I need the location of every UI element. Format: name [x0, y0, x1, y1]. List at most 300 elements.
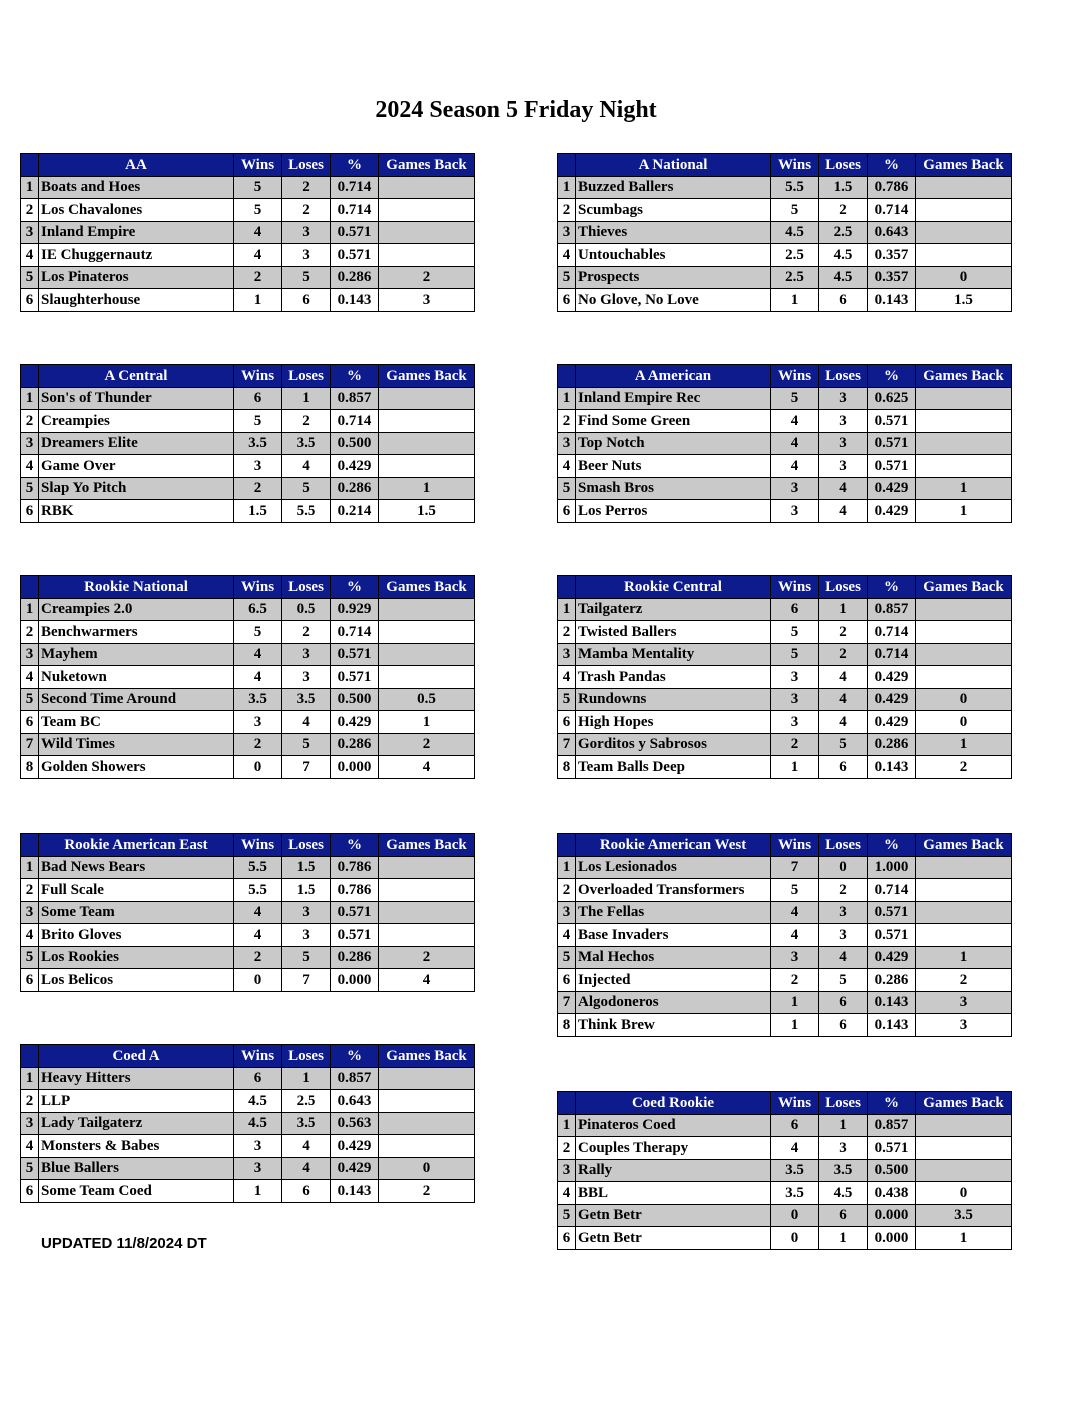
wins-cell: 5.5: [771, 176, 819, 199]
header-rank-cell: [21, 834, 39, 857]
team-name: RBK: [39, 500, 234, 523]
division-header-row: [558, 154, 1012, 177]
pct-cell: 0.714: [868, 879, 916, 902]
wins-cell: 3: [234, 711, 282, 734]
wins-cell: 6: [771, 1114, 819, 1137]
wins-cell: 4.5: [771, 221, 819, 244]
team-name: Mayhem: [39, 643, 234, 666]
games-back-cell: [916, 643, 1012, 666]
loses-cell: 1: [819, 598, 868, 621]
loses-cell: 4: [819, 500, 868, 523]
wins-cell: 3: [234, 1157, 282, 1180]
division-name: Rookie American West: [576, 834, 771, 857]
wins-cell: 5: [771, 199, 819, 222]
standings-row: [558, 1204, 1012, 1227]
team-name: Injected: [576, 969, 771, 992]
rank-cell: 1: [21, 1067, 39, 1090]
standings-row: [558, 946, 1012, 969]
team-name: Heavy Hitters: [39, 1067, 234, 1090]
standings-row: [21, 1180, 475, 1203]
pct-cell: 0.643: [868, 221, 916, 244]
rank-cell: 1: [558, 598, 576, 621]
loses-cell: 1.5: [282, 856, 331, 879]
division-name: Coed A: [39, 1045, 234, 1068]
loses-cell: 2: [819, 199, 868, 222]
standings-row: [558, 924, 1012, 947]
team-name: Smash Bros: [576, 477, 771, 500]
standings-row: [21, 666, 475, 689]
team-name: Lady Tailgaterz: [39, 1112, 234, 1135]
team-name: Wild Times: [39, 733, 234, 756]
loses-cell: 5: [819, 969, 868, 992]
division-name: A Central: [39, 365, 234, 388]
loses-header: Loses: [282, 834, 331, 857]
pct-cell: 0.857: [331, 1067, 379, 1090]
pct-header: %: [868, 154, 916, 177]
games-back-cell: 0: [916, 1182, 1012, 1205]
rank-cell: 3: [21, 432, 39, 455]
wins-cell: 2.5: [771, 266, 819, 289]
pct-cell: 0.571: [331, 666, 379, 689]
games-back-cell: [916, 410, 1012, 433]
team-name: Dreamers Elite: [39, 432, 234, 455]
loses-cell: 5.5: [282, 500, 331, 523]
wins-cell: 3: [771, 477, 819, 500]
rank-cell: 6: [21, 969, 39, 992]
loses-cell: 3: [282, 221, 331, 244]
pct-cell: 0.286: [868, 733, 916, 756]
team-name: Benchwarmers: [39, 621, 234, 644]
games-back-cell: [379, 221, 475, 244]
wins-cell: 4: [234, 643, 282, 666]
wins-cell: 5: [234, 410, 282, 433]
rank-cell: 4: [558, 924, 576, 947]
games-back-cell: [379, 432, 475, 455]
pct-cell: 0.786: [331, 856, 379, 879]
pct-header: %: [331, 834, 379, 857]
standings-row: [21, 901, 475, 924]
games-back-cell: [916, 1114, 1012, 1137]
games-back-header: Games Back: [916, 1092, 1012, 1115]
wins-cell: 0: [771, 1227, 819, 1250]
rank-cell: 3: [558, 643, 576, 666]
games-back-cell: 2: [916, 756, 1012, 779]
loses-cell: 4: [819, 946, 868, 969]
standings-row: [558, 1227, 1012, 1250]
pct-cell: 0.143: [868, 1014, 916, 1037]
rank-cell: 5: [558, 477, 576, 500]
pct-header: %: [868, 365, 916, 388]
pct-cell: 0.714: [331, 176, 379, 199]
loses-header: Loses: [819, 154, 868, 177]
loses-cell: 3: [282, 666, 331, 689]
pct-cell: 0.563: [331, 1112, 379, 1135]
team-name: Team Balls Deep: [576, 756, 771, 779]
games-back-header: Games Back: [916, 154, 1012, 177]
games-back-cell: [379, 924, 475, 947]
games-back-cell: 1: [916, 946, 1012, 969]
wins-cell: 4: [234, 924, 282, 947]
rank-cell: 2: [21, 199, 39, 222]
wins-cell: 5.5: [234, 879, 282, 902]
games-back-cell: 0.5: [379, 688, 475, 711]
team-name: Thieves: [576, 221, 771, 244]
games-back-cell: 2: [379, 266, 475, 289]
standings-row: [21, 387, 475, 410]
wins-cell: 5.5: [234, 856, 282, 879]
wins-cell: 4: [771, 432, 819, 455]
loses-cell: 4.5: [819, 1182, 868, 1205]
loses-cell: 3.5: [282, 1112, 331, 1135]
rank-cell: 4: [21, 924, 39, 947]
wins-cell: 6: [234, 1067, 282, 1090]
wins-cell: 5: [771, 621, 819, 644]
rank-cell: 3: [21, 901, 39, 924]
pct-cell: 0.571: [331, 221, 379, 244]
games-back-cell: [379, 643, 475, 666]
team-name: Los Lesionados: [576, 856, 771, 879]
pct-header: %: [868, 1092, 916, 1115]
wins-cell: 4: [771, 410, 819, 433]
wins-cell: 1: [234, 289, 282, 312]
header-rank-cell: [21, 1045, 39, 1068]
rank-cell: 5: [558, 1204, 576, 1227]
division-name: Rookie American East: [39, 834, 234, 857]
wins-cell: 3: [234, 1135, 282, 1158]
wins-cell: 3: [771, 500, 819, 523]
pct-cell: 0.143: [868, 289, 916, 312]
loses-cell: 4: [282, 455, 331, 478]
games-back-cell: [379, 176, 475, 199]
standings-row: [558, 901, 1012, 924]
games-back-header: Games Back: [379, 576, 475, 599]
games-back-cell: [379, 901, 475, 924]
rank-cell: 1: [21, 598, 39, 621]
loses-cell: 3.5: [819, 1159, 868, 1182]
loses-cell: 3: [282, 924, 331, 947]
rank-cell: 2: [21, 879, 39, 902]
pct-cell: 0.000: [868, 1204, 916, 1227]
rank-cell: 5: [558, 266, 576, 289]
pct-cell: 0.786: [868, 176, 916, 199]
loses-cell: 4: [282, 711, 331, 734]
pct-cell: 0.286: [331, 733, 379, 756]
pct-header: %: [868, 834, 916, 857]
rank-cell: 4: [21, 1135, 39, 1158]
standings-row: [558, 856, 1012, 879]
wins-cell: 0: [771, 1204, 819, 1227]
team-name: Rally: [576, 1159, 771, 1182]
loses-cell: 5: [282, 266, 331, 289]
loses-cell: 5: [819, 733, 868, 756]
standings-row: [21, 199, 475, 222]
wins-header: Wins: [771, 576, 819, 599]
wins-cell: 4: [771, 1137, 819, 1160]
rank-cell: 1: [21, 176, 39, 199]
loses-cell: 2: [282, 199, 331, 222]
header-rank-cell: [558, 1092, 576, 1115]
games-back-cell: [379, 666, 475, 689]
rank-cell: 2: [558, 199, 576, 222]
games-back-cell: [379, 879, 475, 902]
loses-cell: 6: [282, 1180, 331, 1203]
games-back-cell: 0: [916, 266, 1012, 289]
team-name: Couples Therapy: [576, 1137, 771, 1160]
loses-cell: 4: [819, 711, 868, 734]
loses-header: Loses: [819, 834, 868, 857]
wins-header: Wins: [234, 154, 282, 177]
loses-cell: 4: [282, 1157, 331, 1180]
pct-cell: 1.000: [868, 856, 916, 879]
rank-cell: 4: [558, 455, 576, 478]
standings-row: [558, 688, 1012, 711]
standings-row: [21, 621, 475, 644]
standings-row: [21, 598, 475, 621]
loses-cell: 2: [819, 621, 868, 644]
games-back-cell: [379, 856, 475, 879]
rank-cell: 2: [558, 410, 576, 433]
loses-cell: 6: [819, 1014, 868, 1037]
team-name: Creampies: [39, 410, 234, 433]
division-name: Rookie National: [39, 576, 234, 599]
games-back-cell: [916, 387, 1012, 410]
rank-cell: 1: [21, 387, 39, 410]
games-back-cell: 0: [916, 688, 1012, 711]
games-back-cell: [916, 1159, 1012, 1182]
team-name: Nuketown: [39, 666, 234, 689]
games-back-cell: [916, 598, 1012, 621]
games-back-cell: [916, 199, 1012, 222]
wins-cell: 1: [771, 756, 819, 779]
games-back-cell: 4: [379, 756, 475, 779]
wins-cell: 4: [771, 924, 819, 947]
wins-cell: 7: [771, 856, 819, 879]
division-table-a-central: [20, 364, 475, 523]
division-table-rookie-central: [557, 575, 1012, 779]
standings-row: [558, 879, 1012, 902]
standings-row: [21, 410, 475, 433]
pct-cell: 0.571: [868, 901, 916, 924]
wins-cell: 6: [234, 387, 282, 410]
division-name: Rookie Central: [576, 576, 771, 599]
pct-cell: 0.214: [331, 500, 379, 523]
wins-header: Wins: [771, 154, 819, 177]
pct-cell: 0.000: [331, 756, 379, 779]
loses-cell: 4: [819, 688, 868, 711]
standings-row: [558, 711, 1012, 734]
standings-row: [558, 643, 1012, 666]
games-back-cell: [379, 410, 475, 433]
games-back-cell: [379, 455, 475, 478]
pct-cell: 0.714: [331, 621, 379, 644]
loses-cell: 3: [819, 901, 868, 924]
games-back-header: Games Back: [916, 365, 1012, 388]
pct-cell: 0.625: [868, 387, 916, 410]
team-name: Los Belicos: [39, 969, 234, 992]
rank-cell: 6: [558, 711, 576, 734]
pct-cell: 0.571: [868, 1137, 916, 1160]
division-header-row: [21, 576, 475, 599]
page-title: 2024 Season 5 Friday Night: [375, 97, 657, 123]
loses-header: Loses: [819, 1092, 868, 1115]
division-table-coed-rookie: [557, 1091, 1012, 1250]
standings-row: [558, 266, 1012, 289]
rank-cell: 3: [21, 221, 39, 244]
division-table-a-national: [557, 153, 1012, 312]
standings-row: [558, 1014, 1012, 1037]
division-table-coed-a: [20, 1044, 475, 1203]
loses-cell: 3: [819, 924, 868, 947]
games-back-cell: [379, 621, 475, 644]
team-name: LLP: [39, 1090, 234, 1113]
games-back-cell: [916, 432, 1012, 455]
pct-cell: 0.143: [868, 991, 916, 1014]
games-back-cell: 0: [916, 711, 1012, 734]
team-name: High Hopes: [576, 711, 771, 734]
wins-cell: 3: [771, 711, 819, 734]
team-name: Boats and Hoes: [39, 176, 234, 199]
division-table-rookie-american-east: [20, 833, 475, 992]
wins-cell: 0: [234, 756, 282, 779]
wins-cell: 3.5: [234, 688, 282, 711]
pct-cell: 0.857: [868, 1114, 916, 1137]
loses-header: Loses: [282, 576, 331, 599]
loses-cell: 3: [819, 1137, 868, 1160]
pct-cell: 0.286: [331, 946, 379, 969]
standings-row: [558, 1159, 1012, 1182]
rank-cell: 4: [558, 666, 576, 689]
division-table-rookie-american-west: [557, 833, 1012, 1037]
pct-cell: 0.286: [331, 266, 379, 289]
games-back-cell: [916, 244, 1012, 267]
division-name: A National: [576, 154, 771, 177]
wins-header: Wins: [234, 1045, 282, 1068]
loses-cell: 3: [819, 432, 868, 455]
division-header-row: [558, 365, 1012, 388]
pct-cell: 0.571: [868, 432, 916, 455]
loses-cell: 5: [282, 946, 331, 969]
pct-cell: 0.500: [331, 688, 379, 711]
team-name: Prospects: [576, 266, 771, 289]
rank-cell: 4: [21, 244, 39, 267]
rank-cell: 2: [21, 621, 39, 644]
standings-row: [21, 733, 475, 756]
loses-header: Loses: [282, 1045, 331, 1068]
team-name: Game Over: [39, 455, 234, 478]
wins-cell: 4.5: [234, 1112, 282, 1135]
rank-cell: 2: [21, 1090, 39, 1113]
games-back-header: Games Back: [379, 365, 475, 388]
wins-cell: 5: [234, 199, 282, 222]
standings-row: [21, 1135, 475, 1158]
pct-cell: 0.286: [331, 477, 379, 500]
rank-cell: 8: [21, 756, 39, 779]
pct-cell: 0.429: [331, 1135, 379, 1158]
header-rank-cell: [558, 834, 576, 857]
pct-cell: 0.000: [331, 969, 379, 992]
standings-row: [21, 924, 475, 947]
wins-cell: 6.5: [234, 598, 282, 621]
standings-row: [21, 879, 475, 902]
rank-cell: 4: [21, 666, 39, 689]
wins-cell: 4: [234, 901, 282, 924]
wins-cell: 4.5: [234, 1090, 282, 1113]
standings-row: [21, 946, 475, 969]
pct-header: %: [331, 1045, 379, 1068]
games-back-cell: [916, 1137, 1012, 1160]
games-back-header: Games Back: [379, 1045, 475, 1068]
division-header-row: [21, 1045, 475, 1068]
standings-row: [558, 477, 1012, 500]
rank-cell: 1: [558, 176, 576, 199]
games-back-cell: [916, 621, 1012, 644]
rank-cell: 6: [21, 711, 39, 734]
loses-cell: 3: [282, 643, 331, 666]
rank-cell: 6: [558, 969, 576, 992]
standings-row: [558, 1137, 1012, 1160]
team-name: Monsters & Babes: [39, 1135, 234, 1158]
loses-header: Loses: [819, 576, 868, 599]
games-back-cell: [379, 598, 475, 621]
pct-cell: 0.357: [868, 244, 916, 267]
pct-cell: 0.714: [868, 643, 916, 666]
games-back-cell: 3: [916, 1014, 1012, 1037]
rank-cell: 1: [21, 856, 39, 879]
standings-row: [21, 432, 475, 455]
rank-cell: 2: [558, 621, 576, 644]
pct-cell: 0.429: [868, 477, 916, 500]
loses-header: Loses: [819, 365, 868, 388]
loses-cell: 2: [819, 643, 868, 666]
games-back-cell: [916, 455, 1012, 478]
team-name: Creampies 2.0: [39, 598, 234, 621]
team-name: Trash Pandas: [576, 666, 771, 689]
updated-note: UPDATED 11/8/2024 DT: [41, 1235, 207, 1252]
team-name: Think Brew: [576, 1014, 771, 1037]
pct-cell: 0.929: [331, 598, 379, 621]
rank-cell: 8: [558, 1014, 576, 1037]
wins-cell: 1: [234, 1180, 282, 1203]
pct-cell: 0.429: [868, 946, 916, 969]
games-back-cell: [916, 924, 1012, 947]
rank-cell: 7: [558, 991, 576, 1014]
wins-cell: 0: [234, 969, 282, 992]
games-back-cell: 0: [379, 1157, 475, 1180]
division-header-row: [558, 834, 1012, 857]
wins-cell: 5: [771, 643, 819, 666]
loses-cell: 3: [282, 901, 331, 924]
wins-cell: 3.5: [234, 432, 282, 455]
pct-header: %: [331, 576, 379, 599]
wins-cell: 5: [234, 621, 282, 644]
wins-cell: 1.5: [234, 500, 282, 523]
standings-row: [558, 221, 1012, 244]
standings-row: [558, 176, 1012, 199]
division-name: Coed Rookie: [576, 1092, 771, 1115]
wins-header: Wins: [234, 834, 282, 857]
wins-cell: 2.5: [771, 244, 819, 267]
team-name: Beer Nuts: [576, 455, 771, 478]
wins-cell: 1: [771, 991, 819, 1014]
standings-row: [21, 244, 475, 267]
games-back-cell: 1.5: [916, 289, 1012, 312]
loses-cell: 2: [282, 176, 331, 199]
wins-cell: 4: [234, 221, 282, 244]
games-back-header: Games Back: [916, 834, 1012, 857]
rank-cell: 3: [558, 901, 576, 924]
team-name: Blue Ballers: [39, 1157, 234, 1180]
standings-row: [558, 1114, 1012, 1137]
